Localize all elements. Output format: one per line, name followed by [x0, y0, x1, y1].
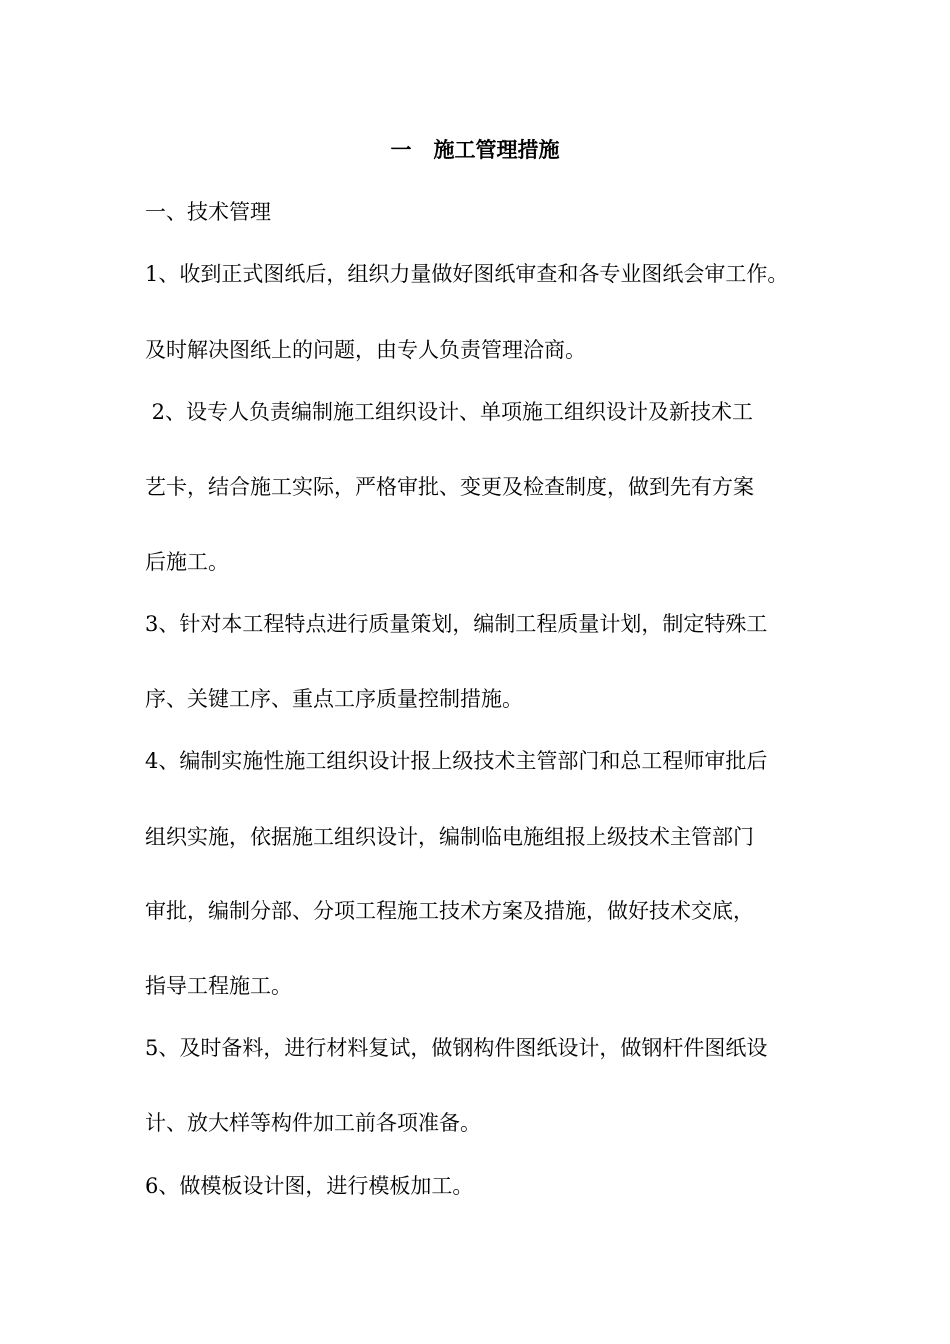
paragraph-line: 后施工。 [145, 550, 229, 574]
paragraph-line: 计、放大样等构件加工前各项准备。 [145, 1111, 481, 1135]
paragraph-line: 及时解决图纸上的问题，由专人负责管理洽商。 [145, 338, 586, 362]
paragraph-line: 艺卡，结合施工实际，严格审批、变更及检查制度，做到先有方案 [145, 475, 754, 499]
paragraph-line: 指导工程施工。 [145, 974, 292, 998]
section-heading: 一、技术管理 [145, 200, 271, 224]
paragraph-line: 1、收到正式图纸后，组织力量做好图纸审查和各专业图纸会审工作。 [145, 262, 789, 286]
paragraph-line: 组织实施，依据施工组织设计，编制临电施组报上级技术主管部门 [145, 825, 754, 849]
paragraph-line: 6、做模板设计图，进行模板加工。 [145, 1174, 474, 1198]
paragraph-line: 5、及时备料，进行材料复试，做钢构件图纸设计，做钢杆件图纸设 [145, 1036, 768, 1060]
paragraph-line: 2、设专人负责编制施工组织设计、单项施工组织设计及新技术工 [145, 400, 754, 424]
paragraph-line: 序、关键工序、重点工序质量控制措施。 [145, 687, 523, 711]
paragraph-line: 4、编制实施性施工组织设计报上级技术主管部门和总工程师审批后 [145, 749, 768, 773]
paragraph-line: 审批，编制分部、分项工程施工技术方案及措施，做好技术交底， [145, 899, 754, 923]
paragraph-line: 3、针对本工程特点进行质量策划，编制工程质量计划，制定特殊工 [145, 612, 768, 636]
page-title: 一 施工管理措施 [390, 137, 560, 162]
